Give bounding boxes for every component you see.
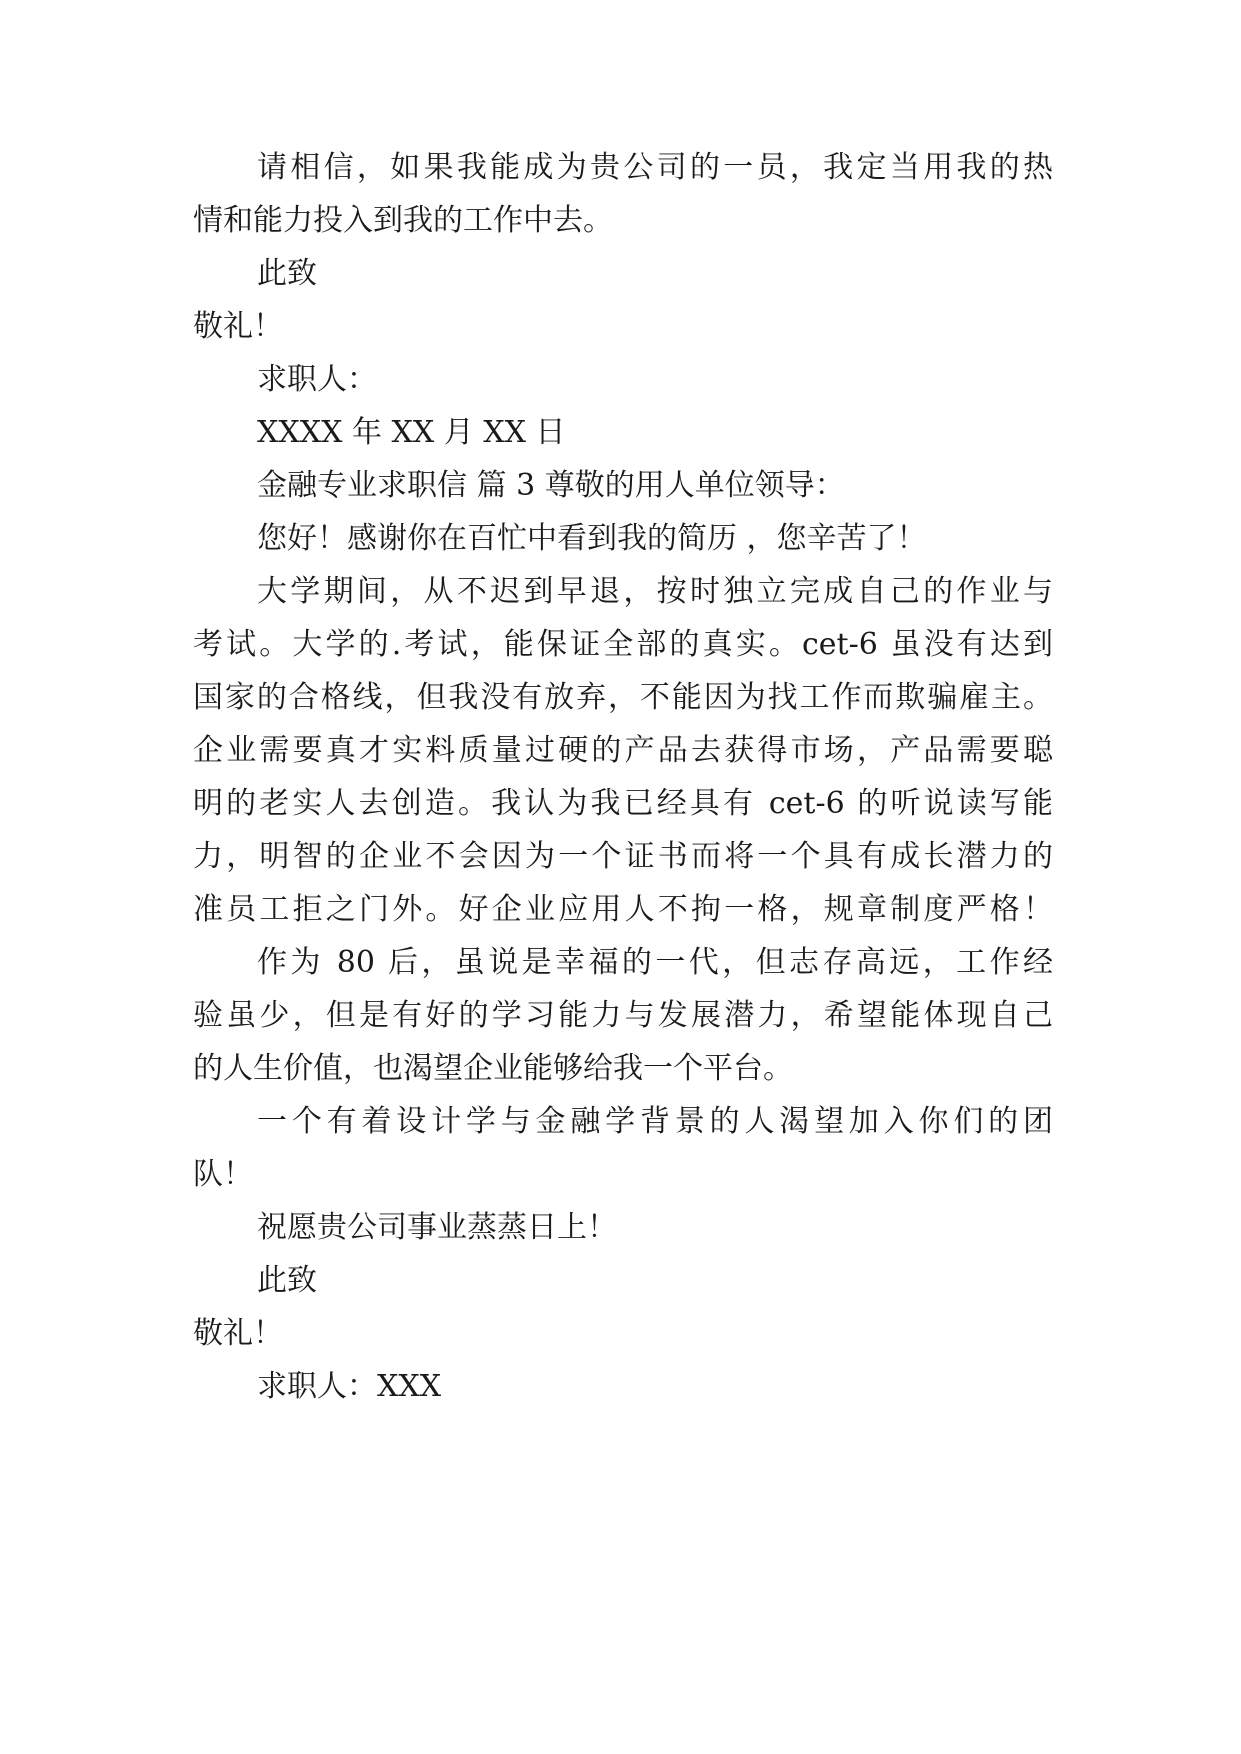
closing-salutation: 此致 [257, 256, 317, 291]
paragraph-line: 力，明智的企业不会因为一个证书而将一个具有成长潜力的 [193, 839, 1053, 874]
signature-label: 求职人： [257, 362, 377, 397]
paragraph-line: 一个有着设计学与金融学背景的人渴望加入你们的团 [257, 1104, 1053, 1139]
signature-line: 求职人：XXX [257, 1369, 442, 1404]
closing-regards: 敬礼！ [193, 1316, 283, 1351]
paragraph-line: 准员工拒之门外。好企业应用人不拘一格，规章制度严格！ [193, 892, 1053, 927]
paragraph-line: 验虽少，但是有好的学习能力与发展潜力，希望能体现自己 [193, 998, 1053, 1033]
paragraph-line: 企业需要真才实料质量过硬的产品去获得市场，产品需要聪 [193, 733, 1053, 768]
section-heading: 金融专业求职信 篇 3 尊敬的用人单位领导： [257, 468, 845, 503]
closing-regards: 敬礼！ [193, 309, 283, 344]
paragraph-line: 考试。大学的.考试，能保证全部的真实。cet-6 虽没有达到 [193, 627, 1053, 662]
closing-salutation: 此致 [257, 1263, 317, 1298]
wish-line: 祝愿贵公司事业蒸蒸日上！ [257, 1210, 617, 1245]
date-line: XXXX 年 XX 月 XX 日 [257, 415, 566, 450]
paragraph-line: 大学期间，从不迟到早退，按时独立完成自己的作业与 [257, 574, 1053, 609]
paragraph-line: 国家的合格线，但我没有放弃，不能因为找工作而欺骗雇主。 [193, 680, 1053, 715]
paragraph-line: 队！ [193, 1157, 253, 1192]
paragraph-line: 作为 80 后，虽说是幸福的一代，但志存高远，工作经 [257, 945, 1053, 980]
paragraph-line: 的人生价值，也渴望企业能够给我一个平台。 [193, 1051, 793, 1086]
paragraph-line: 明的老实人去创造。我认为我已经具有 cet-6 的听说读写能 [193, 786, 1053, 821]
paragraph-line: 请相信，如果我能成为贵公司的一员，我定当用我的热 [257, 150, 1053, 185]
greeting-line: 您好！感谢你在百忙中看到我的简历 ，您辛苦了！ [257, 521, 927, 556]
paragraph-line: 情和能力投入到我的工作中去。 [193, 203, 613, 238]
